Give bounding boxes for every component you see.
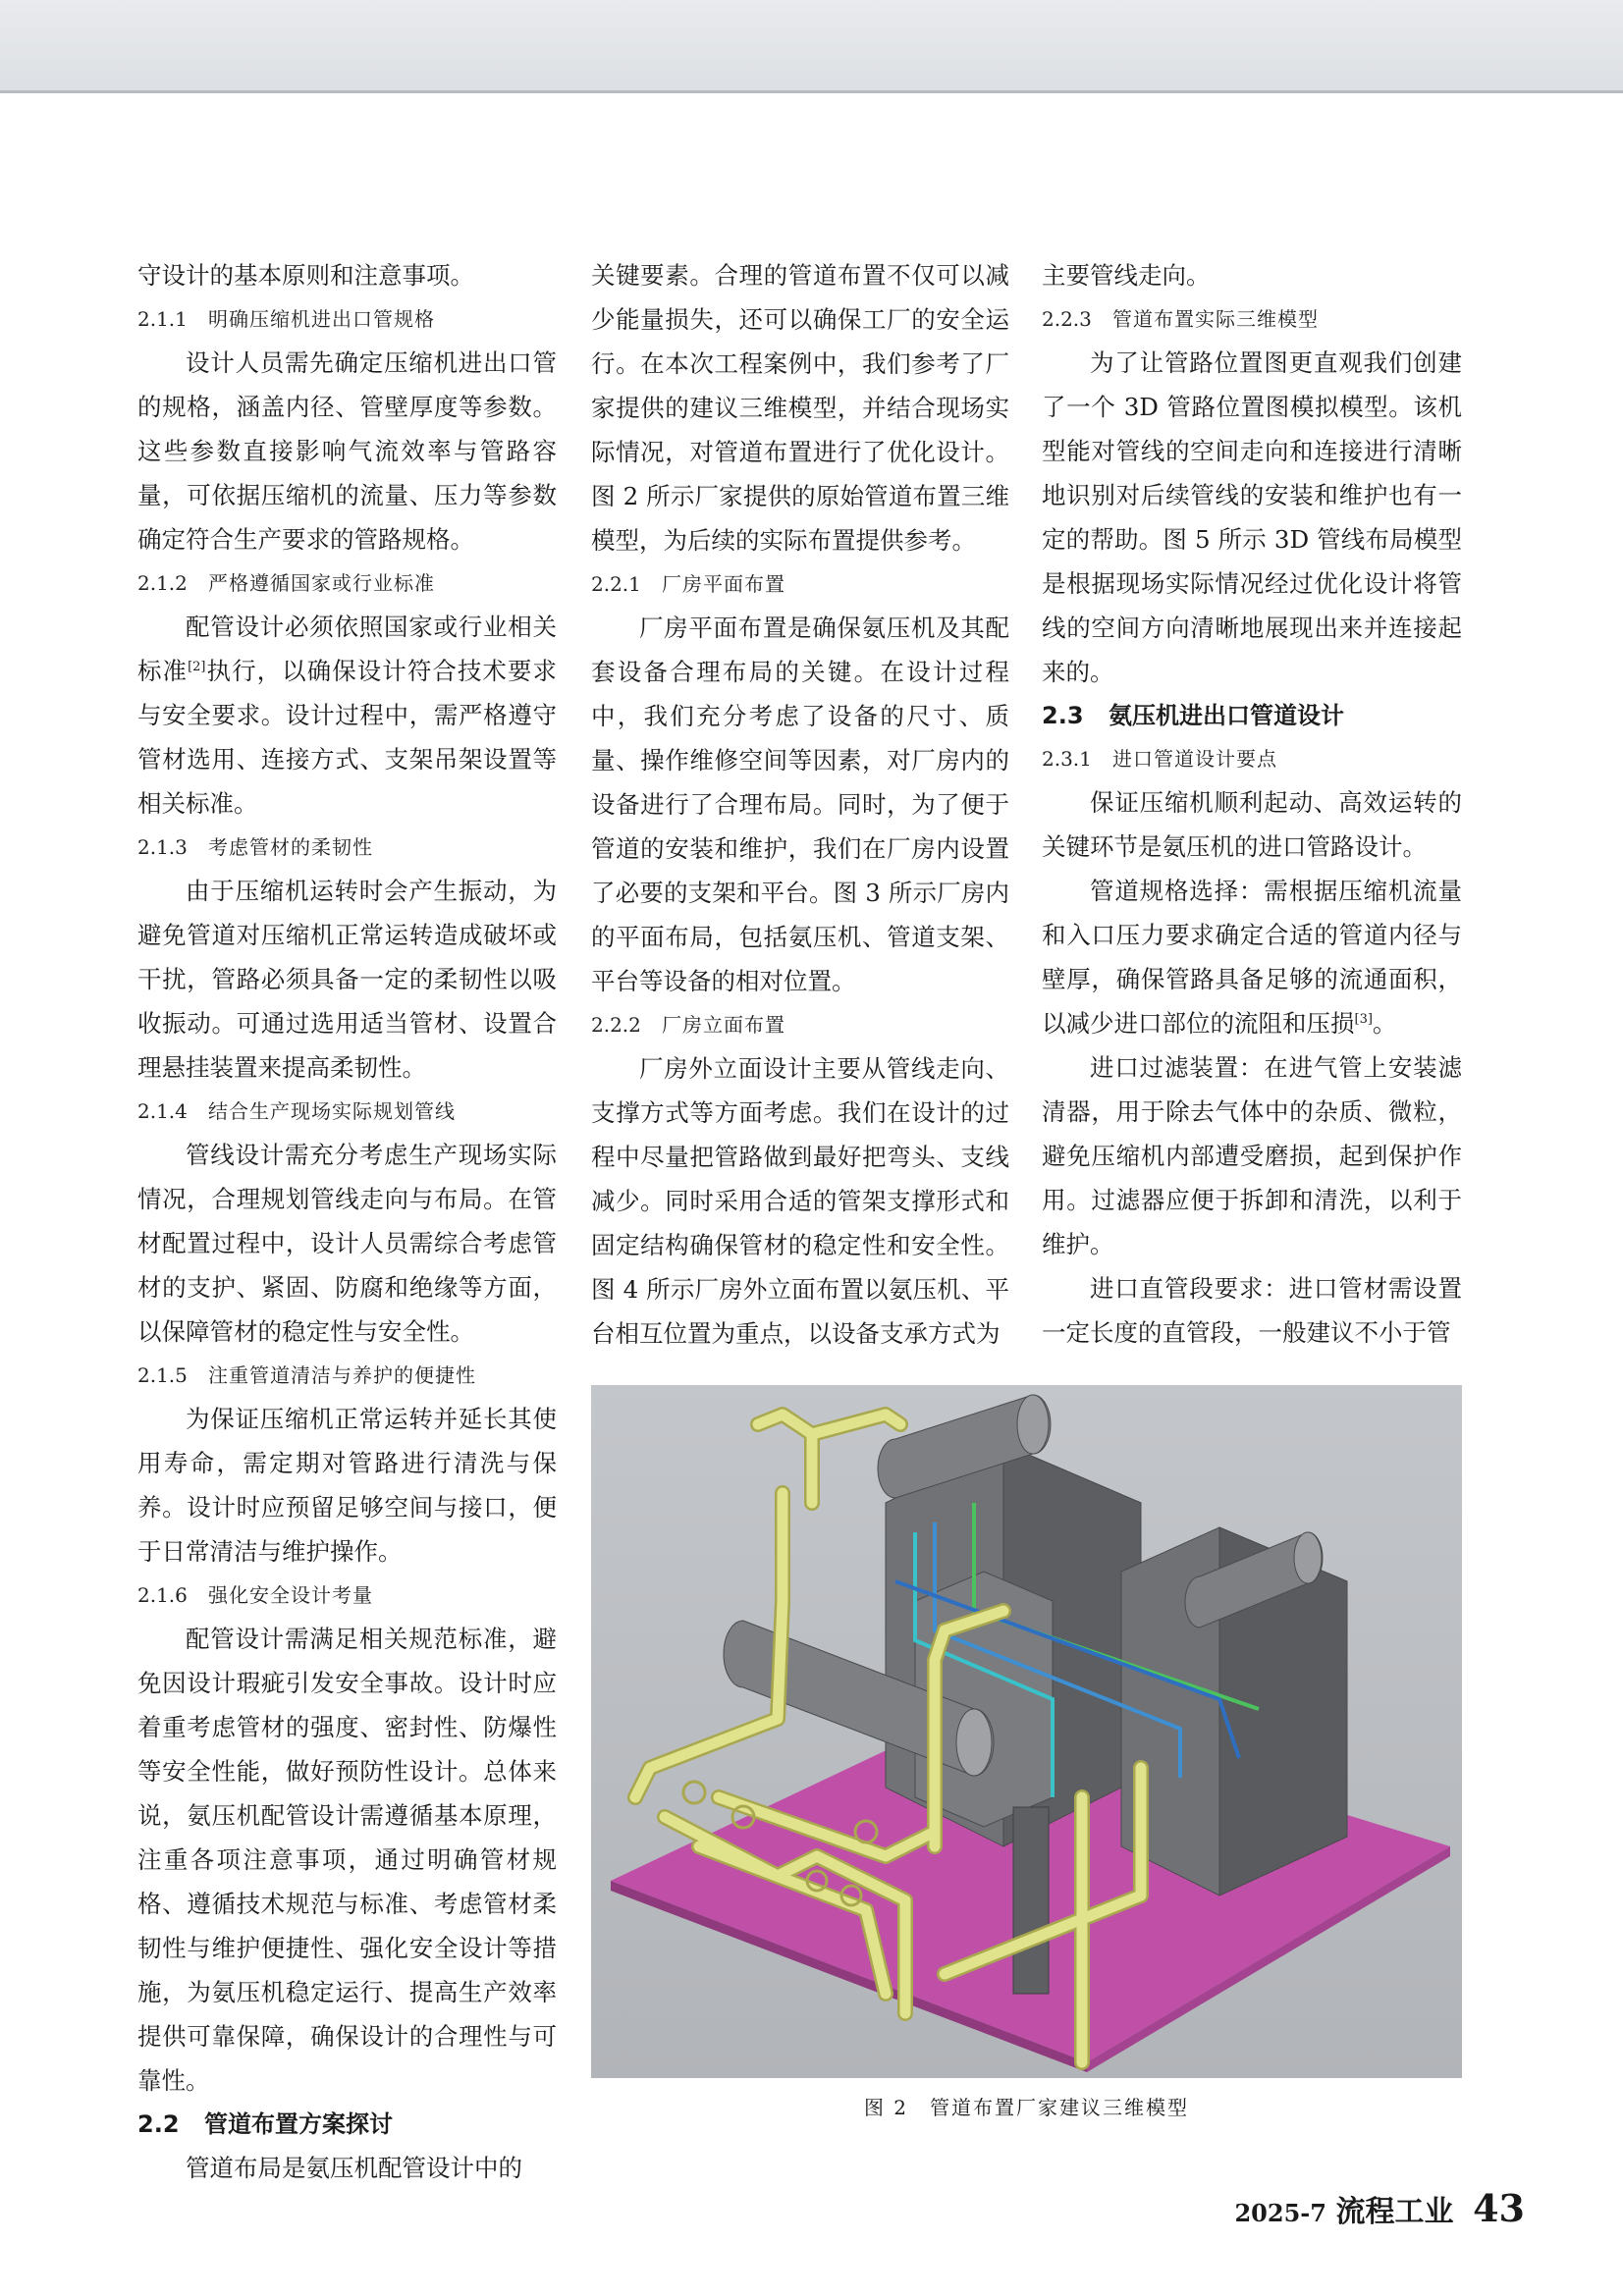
citation-ref[interactable]: [2] [188,660,206,674]
journal-name: 流程工业 [1335,2195,1454,2229]
section-heading-2-2-1: 2.2.1 厂房平面布置 [591,572,785,596]
section-heading-2-1-5: 2.1.5 注重管道清洁与养护的便捷性 [137,1363,476,1387]
paragraph: 配管设计需满足相关规范标准，避免因设计瑕疵引发安全事故。设计时应着重考虑管材的强度、密封性、防爆性等安全性能，做好预防性设计。总体来说，氨压机配管设计需遵循基本原理，注重各项注意事项，通过明确管材规格、遵循技术规范与标准、考虑管材柔韧性与维护便捷性、强化安全设计等措施，为氨压机稳定运行、提高生产效率提供可靠保障，确保设计的合理性与可靠性。 [137,1625,557,2095]
pipe-model-illustration [591,1385,1462,2078]
section-heading-2-3-1: 2.3.1 进口管道设计要点 [1042,747,1277,771]
paragraph: 守设计的基本原则和注意事项。 [137,261,474,290]
paragraph: 厂房平面布置是确保氨压机及其配套设备合理布局的关键。在设计过程中，我们充分考虑了设备的尺寸、质量、操作维修空间等因素，对厂房内的设备进行了合理布局。同时，为了便于管道的安装和维护，我们在厂房内设置了必要的支架和平台。图 3 所示厂房内的平面布局，包括氨压机、管道支架、平台等设备的相对位置。 [591,614,1009,995]
issue-number: 2025-7 [1234,2199,1326,2227]
section-heading-2-2: 2.2 管道布置方案探讨 [137,2110,393,2138]
column-1 [137,253,557,2190]
section-heading-2-1-6: 2.1.6 强化安全设计考量 [137,1583,373,1607]
page-number: 43 [1473,2186,1525,2230]
column-2 [591,253,1009,1356]
paragraph: 管道规格选择：需根据压缩机流量和入口压力要求确定合适的管道内径与壁厚，确保管路具备足够的流通面积，以减少进口部位的流阻和压损[3]。 [1042,877,1462,1038]
paragraph: 配管设计必须依照国家或行业相关标准[2]执行，以确保设计符合技术要求与安全要求。设计过程中，需严格遵守管材选用、连接方式、支架吊架设置等相关标准。 [137,613,558,818]
paragraph: 为了让管路位置图更直观我们创建了一个 3D 管路位置图模拟模型。该机型能对管线的空间走向和连接进行清晰地识别对后续管线的安装和维护也有一定的帮助。图 5 所示 3D 管线布局模型是根据现场实际情况经过优化设计将管线的空间方向清晰地展现出来并连接起来的。 [1042,348,1462,686]
paragraph: 进口直管段要求：进口管材需设置一定长度的直管段，一般建议不小于管 [1042,1274,1462,1347]
paragraph: 主要管线走向。 [1042,261,1211,290]
citation-ref[interactable]: [3] [1354,1012,1373,1027]
section-heading-2-1-1: 2.1.1 明确压缩机进出口管规格 [137,307,435,331]
paragraph: 管线设计需充分考虑生产现场实际情况，合理规划管线走向与布局。在管材配置过程中，设计人员需综合考虑管材的支护、紧固、防腐和绝缘等方面，以保障管材的稳定性与安全性。 [137,1141,557,1346]
page-header-band [0,0,1623,93]
figure-3d-pipe-model [591,1385,1462,2078]
section-heading-2-1-3: 2.1.3 考虑管材的柔韧性 [137,835,373,859]
paragraph: 进口过滤装置：在进气管上安装滤清器，用于除去气体中的杂质、微粒，避免压缩机内部遭受磨损，起到保护作用。过滤器应便于拆卸和清洗，以利于维护。 [1042,1053,1462,1258]
section-heading-2-1-4: 2.1.4 结合生产现场实际规划管线 [137,1099,456,1123]
paragraph: 保证压缩机顺利起动、高效运转的关键环节是氨压机的进口管路设计。 [1042,788,1462,861]
paragraph: 厂房外立面设计主要从管线走向、支撑方式等方面考虑。我们在设计的过程中尽量把管路做到最好把弯头、支线减少。同时采用合适的管架支撑形式和固定结构确保管材的稳定性和安全性。图 4 所示厂房外立面布置以氨压机、平台相互位置为重点，以设备支承方式为 [591,1054,1009,1348]
paragraph: 由于压缩机运转时会产生振动，为避免管道对压缩机正常运转造成破坏或干扰，管路必须具备一定的柔韧性以吸收振动。可通过选用适当管材、设置合理悬挂装置来提高柔韧性。 [137,877,557,1082]
section-heading-2-2-2: 2.2.2 厂房立面布置 [591,1013,785,1037]
section-heading-2-1-2: 2.1.2 严格遵循国家或行业标准 [137,571,435,595]
page-footer [1234,2186,1525,2230]
paragraph: 设计人员需先确定压缩机进出口管的规格，涵盖内径、管壁厚度等参数。这些参数直接影响气流效率与管路容量，可依据压缩机的流量、压力等参数确定符合生产要求的管路规格。 [137,348,557,554]
column-3 [1042,253,1462,1355]
paragraph: 管道布局是氨压机配管设计中的 [186,2154,522,2182]
paragraph: 关键要素。合理的管道布置不仅可以减少能量损失，还可以确保工厂的安全运行。在本次工程案例中，我们参考了厂家提供的建议三维模型，并结合现场实际情况，对管道布置进行了优化设计。图 2 所示厂家提供的原始管道布置三维模型，为后续的实际布置提供参考。 [591,261,1009,555]
paragraph: 为保证压缩机正常运转并延长其使用寿命，需定期对管路进行清洗与保养。设计时应预留足够空间与接口，便于日常清洁与维护操作。 [137,1405,557,1566]
figure-caption: 图 2 管道布置厂家建议三维模型 [863,2096,1190,2119]
section-heading-2-3: 2.3 氨压机进出口管道设计 [1042,702,1344,729]
support-column [1013,1807,1049,1994]
section-heading-2-2-3: 2.2.3 管道布置实际三维模型 [1042,307,1319,331]
